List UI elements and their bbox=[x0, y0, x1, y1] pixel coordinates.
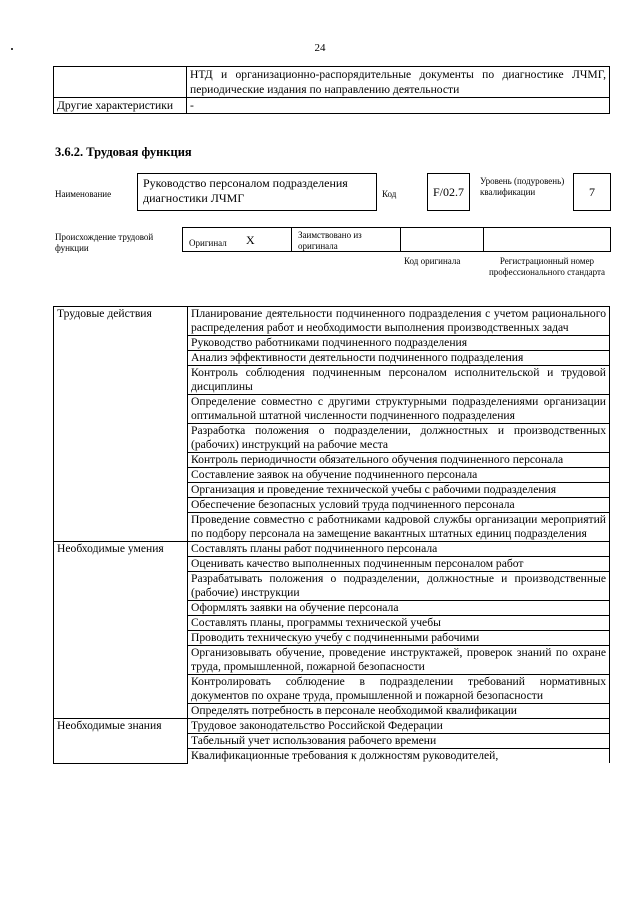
name-label: Наименование bbox=[55, 189, 112, 199]
table-cell: Планирование деятельности подчиненного подразделения с учетом рационального распределения работ и необходимости выполнения производственных задач bbox=[188, 307, 610, 336]
table-cell: Определение совместно с другими структурными подразделениями организации оптимальной штатной численности подчиненного подразделения bbox=[188, 395, 610, 424]
row-label: Другие характеристики bbox=[54, 98, 187, 114]
reg-number-box bbox=[483, 227, 611, 252]
table-cell: Контролировать соблюдение в подразделении требований нормативных документов по охране труда, промышленной и пожарной безопасности bbox=[188, 675, 610, 704]
table-cell: Квалификационные требования к должностям руководителей, bbox=[188, 749, 610, 764]
table-cell: Контроль соблюдения подчиненным персоналом исполнительской и трудовой дисциплины bbox=[188, 366, 610, 395]
table-row bbox=[54, 67, 610, 98]
borrowed-label: Заимствовано из оригинала bbox=[298, 230, 362, 251]
table-cell: Составление заявок на обучение подчиненного персонала bbox=[188, 468, 610, 483]
table-cell: Разрабатывать положения о подразделении, должностные и производственные (рабочие) инструкции bbox=[188, 572, 610, 601]
competency-table bbox=[53, 306, 610, 764]
origin-label: Происхождение трудовой функции bbox=[55, 232, 154, 253]
table-cell: Оценивать качество выполненных подчиненным персоналом работ bbox=[188, 557, 610, 572]
original-label: Оригинал bbox=[189, 238, 227, 248]
table-cell: Трудовое законодательство Российской Федерации bbox=[188, 719, 610, 734]
table-row bbox=[54, 307, 610, 336]
table-cell: Проведение совместно с работниками кадровой службы организации мероприятий по подбору персонала на замещение вакантных штатных единиц подразделения bbox=[188, 513, 610, 542]
code-value: F/02.7 bbox=[427, 173, 470, 211]
table-cell: Организовывать обучение, проведение инструктажей, проверок знаний по охране труда, промышленной, пожарной безопасности bbox=[188, 646, 610, 675]
category-cell: Необходимые знания bbox=[54, 719, 188, 764]
table-cell: Составлять планы, программы технической учебы bbox=[188, 616, 610, 631]
table-cell: Организация и проведение технической учебы с рабочими подразделения bbox=[188, 483, 610, 498]
code-original-label: Код оригинала bbox=[404, 256, 461, 266]
code-label: Код bbox=[382, 189, 397, 199]
table-cell: Табельный учет использования рабочего времени bbox=[188, 734, 610, 749]
original-mark: X bbox=[246, 233, 255, 247]
page-number: 24 bbox=[314, 42, 326, 54]
table-cell: Обеспечение безопасных условий труда подчиненного персонала bbox=[188, 498, 610, 513]
table-row bbox=[54, 98, 610, 114]
table-cell: Определять потребность в персонале необходимой квалификации bbox=[188, 704, 610, 719]
table-cell: Разработка положения о подразделении, должностных и производственных (рабочих) инструкций на рабочие места bbox=[188, 424, 610, 453]
code-original-box bbox=[400, 227, 484, 252]
table-cell: Составлять планы работ подчиненного персонала bbox=[188, 542, 610, 557]
category-cell: Трудовые действия bbox=[54, 307, 188, 542]
reg-number-label: Регистрационный номер профессионального стандарта bbox=[488, 256, 606, 277]
row-label bbox=[54, 67, 187, 98]
row-value: НТД и организационно-распорядительные документы по диагностике ЛЧМГ, периодические издания по направлению деятельности bbox=[187, 67, 610, 98]
section-title: 3.6.2. Трудовая функция bbox=[55, 145, 192, 159]
table-cell: Контроль периодичности обязательного обучения подчиненного персонала bbox=[188, 453, 610, 468]
table-row bbox=[54, 542, 610, 557]
level-label: Уровень (подуровень) квалификации bbox=[480, 176, 565, 197]
table-row bbox=[54, 719, 610, 734]
table-cell: Проводить техническую учебу с подчиненными рабочими bbox=[188, 631, 610, 646]
table-cell: Руководство работниками подчиненного подразделения bbox=[188, 336, 610, 351]
row-value: - bbox=[187, 98, 610, 114]
level-value: 7 bbox=[573, 173, 611, 211]
name-value: Руководство персоналом подразделения диагностики ЛЧМГ bbox=[137, 173, 377, 211]
top-table bbox=[53, 66, 610, 114]
table-cell: Оформлять заявки на обучение персонала bbox=[188, 601, 610, 616]
table-cell: Анализ эффективности деятельности подчиненного подразделения bbox=[188, 351, 610, 366]
category-cell: Необходимые умения bbox=[54, 542, 188, 719]
